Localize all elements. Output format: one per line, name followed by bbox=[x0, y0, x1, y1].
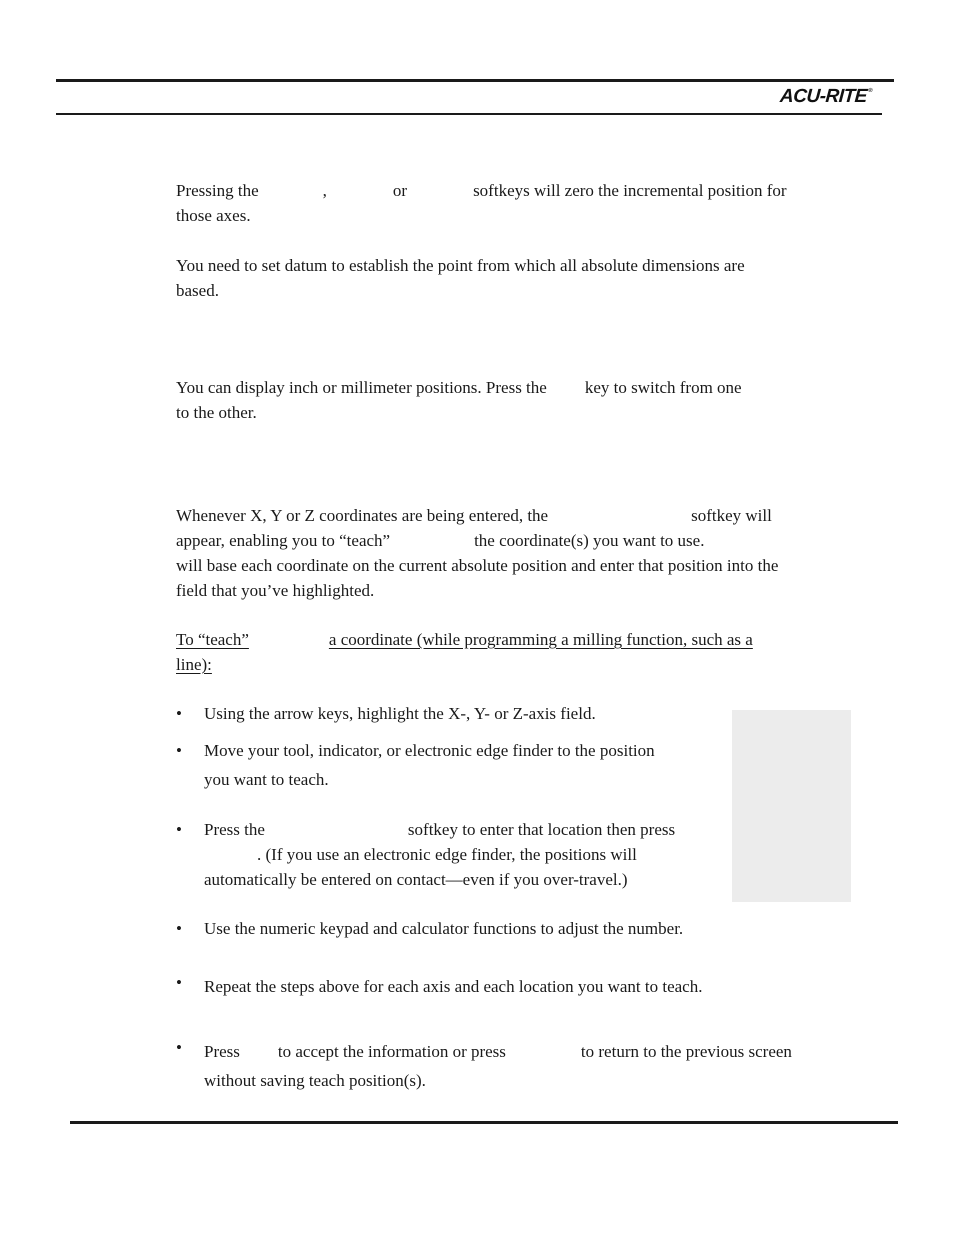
text-fragment: a coordinate (while programming a milling function, such as a bbox=[328, 630, 753, 649]
text-fragment: softkey to enter that location then press bbox=[407, 820, 676, 839]
bullet-mark: • bbox=[176, 973, 182, 992]
text-fragment: softkey will bbox=[691, 506, 772, 525]
paragraph-zero-line-2: those axes. bbox=[176, 206, 251, 225]
text-fragment: Whenever X, Y or Z coordinates are being entered, the bbox=[176, 506, 549, 525]
text-fragment: key to switch from one bbox=[584, 378, 742, 397]
note-sidebar-box bbox=[732, 710, 851, 902]
bullet-mark: • bbox=[176, 919, 182, 938]
text-fragment: the coordinate(s) you want to use. bbox=[474, 531, 705, 550]
header-rule-right bbox=[330, 113, 882, 115]
step-3-line-1 bbox=[204, 820, 675, 840]
paragraph-zero-line-1 bbox=[176, 181, 787, 201]
text-fragment: To “teach” bbox=[176, 630, 249, 649]
step-1: Using the arrow keys, highlight the X-, Y- or Z-axis field. bbox=[204, 704, 596, 723]
howto-heading-line-1 bbox=[176, 630, 753, 650]
bullet-mark: • bbox=[176, 704, 182, 723]
paragraph-datum-line-2: based. bbox=[176, 281, 219, 300]
step-4: Use the numeric keypad and calculator functions to adjust the number. bbox=[204, 919, 684, 938]
step-3-line-3: automatically be entered on contact—even if you over-travel.) bbox=[204, 870, 628, 889]
header-rule-left bbox=[56, 113, 330, 115]
paragraph-inch-line-2: to the other. bbox=[176, 403, 257, 422]
step-2-line-2: you want to teach. bbox=[204, 770, 329, 789]
step-6-line-1 bbox=[204, 1042, 792, 1062]
text-fragment: appear, enabling you to “teach” bbox=[176, 531, 391, 550]
paragraph-inch-line-1 bbox=[176, 378, 742, 398]
step-6-line-2: without saving teach position(s). bbox=[204, 1071, 426, 1090]
step-3-line-2 bbox=[204, 845, 637, 865]
text-fragment: Pressing the bbox=[176, 181, 259, 200]
paragraph-teach-line-2 bbox=[176, 531, 704, 551]
registered-mark: ® bbox=[867, 88, 873, 94]
howto-heading-line-2: line): bbox=[176, 655, 212, 674]
brand-name: ACU-RITE bbox=[779, 86, 868, 107]
step-5: Repeat the steps above for each axis and each location you want to teach. bbox=[204, 977, 703, 996]
paragraph-teach-line-1 bbox=[176, 506, 772, 526]
paragraph-teach-line-3: will base each coordinate on the current absolute position and enter that position into the bbox=[176, 556, 779, 575]
text-fragment: to accept the information or press bbox=[277, 1042, 506, 1061]
brand-logo bbox=[779, 86, 872, 108]
bullet-mark: • bbox=[176, 741, 182, 760]
text-fragment: Press the bbox=[204, 820, 265, 839]
text-fragment: to return to the previous screen bbox=[580, 1042, 792, 1061]
text-fragment: . (If you use an electronic edge finder, the positions will bbox=[257, 845, 637, 864]
bullet-mark: • bbox=[176, 1038, 182, 1057]
text-fragment: Press bbox=[204, 1042, 240, 1061]
paragraph-teach-line-4: field that you’ve highlighted. bbox=[176, 581, 375, 600]
footer-rule bbox=[70, 1121, 898, 1124]
text-fragment: You can display inch or millimeter positions. Press the bbox=[176, 378, 547, 397]
step-2-line-1: Move your tool, indicator, or electronic edge finder to the position bbox=[204, 741, 655, 760]
paragraph-datum-line-1: You need to set datum to establish the point from which all absolute dimensions are bbox=[176, 256, 745, 275]
text-fragment: or bbox=[392, 181, 408, 200]
bullet-mark: • bbox=[176, 820, 182, 839]
text-fragment: softkeys will zero the incremental position for bbox=[473, 181, 787, 200]
text-fragment: , bbox=[322, 181, 327, 200]
header-rule-top bbox=[56, 79, 894, 82]
